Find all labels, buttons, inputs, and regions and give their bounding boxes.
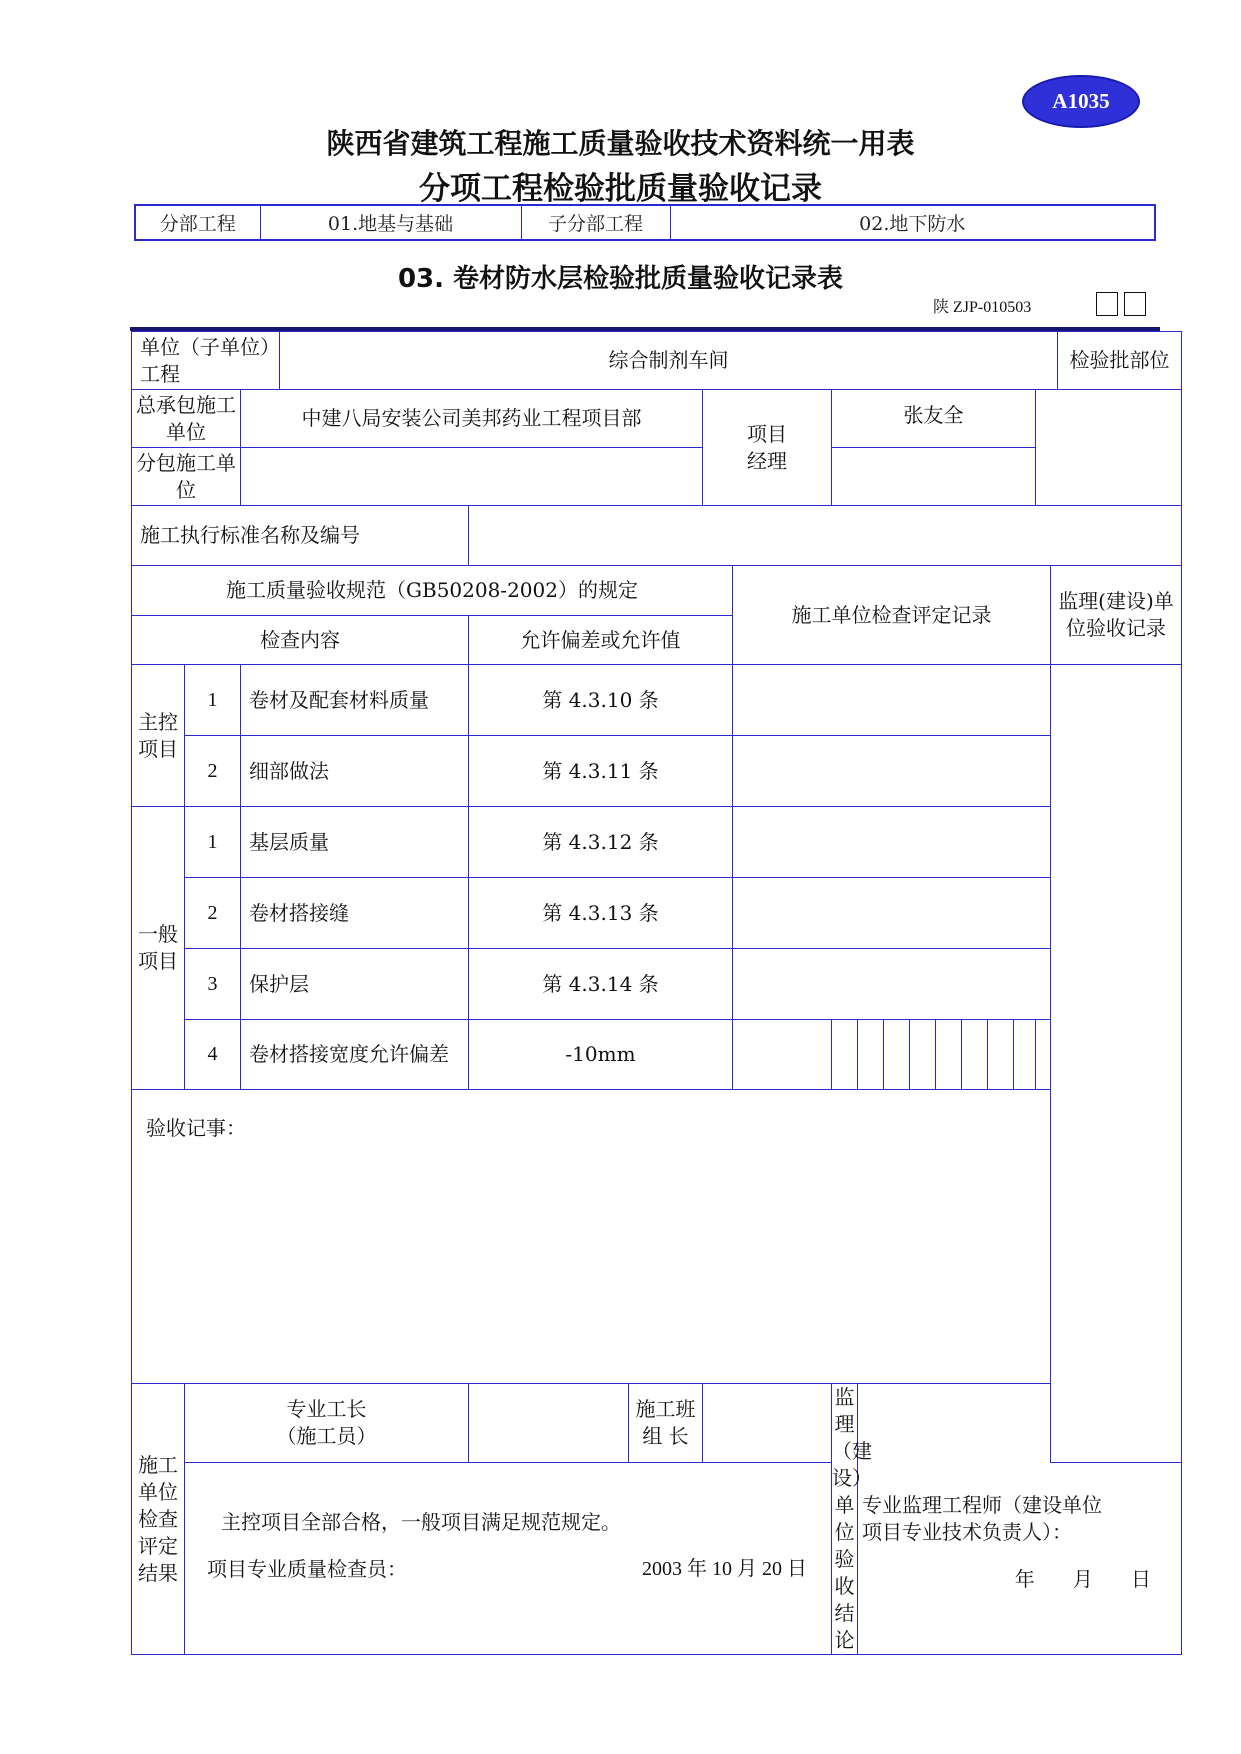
general-item-no: 2 bbox=[185, 878, 241, 949]
main-items-label: 主控 项目 bbox=[132, 665, 185, 807]
project-manager-value: 张友全 bbox=[832, 390, 1036, 448]
unit-label: 单位（子单位）工程 bbox=[132, 332, 280, 390]
subcontractor-manager-value bbox=[832, 448, 1036, 506]
spec-header: 施工质量验收规范（GB50208-2002）的规定 bbox=[132, 566, 733, 616]
form-title: 03. 卷材防水层检验批质量验收记录表 bbox=[397, 264, 844, 294]
general-item-record bbox=[733, 878, 1051, 949]
tolerance-header: 允许偏差或允许值 bbox=[469, 616, 733, 665]
team-leader-value bbox=[703, 1384, 832, 1463]
supervisor-date: 年 月 日 bbox=[1014, 1567, 1151, 1591]
general-items-label: 一般 项目 bbox=[132, 807, 185, 1090]
project-manager-label: 项目 经理 bbox=[703, 390, 832, 506]
inspection-record-table bbox=[131, 331, 1182, 1655]
general-item-record bbox=[733, 949, 1051, 1020]
general-item-no: 3 bbox=[185, 949, 241, 1020]
general-item-record bbox=[733, 807, 1051, 878]
standard-label: 施工执行标准名称及编号 bbox=[132, 506, 469, 566]
contractor-label: 总承包施工单位 bbox=[132, 390, 241, 448]
supervisor-conclusion-cell bbox=[858, 1384, 1182, 1655]
foreman-label: 专业工长 （施工员） bbox=[185, 1384, 469, 1463]
main-item-content: 细部做法 bbox=[241, 736, 469, 807]
general-item-value: -10mm bbox=[469, 1020, 733, 1090]
contractor-value: 中建八局安装公司美邦药业工程项目部 bbox=[241, 390, 703, 448]
deviation-cell bbox=[1036, 1020, 1051, 1090]
inspector-label: 项目专业质量检查员： bbox=[207, 1557, 407, 1582]
main-item-record bbox=[733, 665, 1051, 736]
general-item-content: 保护层 bbox=[241, 949, 469, 1020]
main-item-content: 卷材及配套材料质量 bbox=[241, 665, 469, 736]
general-item-content: 基层质量 bbox=[241, 807, 469, 878]
deviation-cell bbox=[962, 1020, 988, 1090]
general-item-value: 第 4.3.14 条 bbox=[469, 949, 733, 1020]
subcontractor-value bbox=[241, 448, 703, 506]
main-item-value: 第 4.3.11 条 bbox=[469, 736, 733, 807]
batch-part-label: 检验批部位 bbox=[1058, 332, 1182, 390]
division-header-table bbox=[134, 204, 1156, 241]
contractor-record-header: 施工单位检查评定记录 bbox=[733, 566, 1051, 665]
division-value: 01.地基与基础 bbox=[260, 205, 521, 240]
deviation-cell bbox=[884, 1020, 910, 1090]
document-subtitle: 分项工程检验批质量验收记录 bbox=[419, 171, 822, 207]
contractor-result-label: 施工 单位 检查 评定 结果 bbox=[132, 1384, 185, 1655]
document-title: 陕西省建筑工程施工质量验收技术资料统一用表 bbox=[326, 127, 915, 160]
deviation-cell bbox=[733, 1020, 832, 1090]
general-item-value: 第 4.3.13 条 bbox=[469, 878, 733, 949]
general-item-value: 第 4.3.12 条 bbox=[469, 807, 733, 878]
batch-part-value bbox=[1036, 390, 1182, 506]
team-leader-label: 施工班 组 长 bbox=[629, 1384, 703, 1463]
foreman-value bbox=[469, 1384, 629, 1463]
supervisor-engineer-label: 专业监理工程师（建设单位 项目专业技术负责人）： bbox=[862, 1493, 1102, 1544]
deviation-cell bbox=[936, 1020, 962, 1090]
checkbox-2[interactable] bbox=[1124, 292, 1146, 316]
form-code: 陕 ZJP-010503 bbox=[933, 299, 1032, 316]
main-item-no: 2 bbox=[185, 736, 241, 807]
subdivision-value: 02.地下防水 bbox=[670, 205, 1155, 240]
general-item-no: 4 bbox=[185, 1020, 241, 1090]
deviation-cell bbox=[832, 1020, 858, 1090]
deviation-cell bbox=[858, 1020, 884, 1090]
deviation-cell bbox=[910, 1020, 936, 1090]
unit-value: 综合制剂车间 bbox=[280, 332, 1058, 390]
general-item-no: 1 bbox=[185, 807, 241, 878]
inspection-date: 2003 年 10 月 20 日 bbox=[642, 1558, 807, 1581]
form-number-badge: A1035 bbox=[1022, 75, 1140, 128]
general-item-content: 卷材搭接缝 bbox=[241, 878, 469, 949]
general-item-content: 卷材搭接宽度允许偏差 bbox=[241, 1020, 469, 1090]
main-item-record bbox=[733, 736, 1051, 807]
main-item-no: 1 bbox=[185, 665, 241, 736]
result-text: 主控项目全部合格，一般项目满足规范规定。 bbox=[221, 1510, 621, 1535]
main-item-value: 第 4.3.10 条 bbox=[469, 665, 733, 736]
content-header: 检查内容 bbox=[132, 616, 469, 665]
subdivision-label: 子分部工程 bbox=[521, 205, 670, 240]
checkbox-1[interactable] bbox=[1096, 292, 1118, 316]
contractor-result-cell bbox=[185, 1463, 832, 1655]
standard-value bbox=[469, 506, 1182, 566]
deviation-cell bbox=[988, 1020, 1014, 1090]
subcontractor-label: 分包施工单位 bbox=[132, 448, 241, 506]
acceptance-notes: 验收记事： bbox=[132, 1090, 1182, 1384]
supervisor-record-header: 监理(建设)单位验收记录 bbox=[1051, 566, 1182, 665]
deviation-cell bbox=[1014, 1020, 1036, 1090]
division-label: 分部工程 bbox=[135, 205, 260, 240]
supervisor-conclusion-label: 监理 （建设） 单位 验收 结论 bbox=[832, 1384, 858, 1655]
